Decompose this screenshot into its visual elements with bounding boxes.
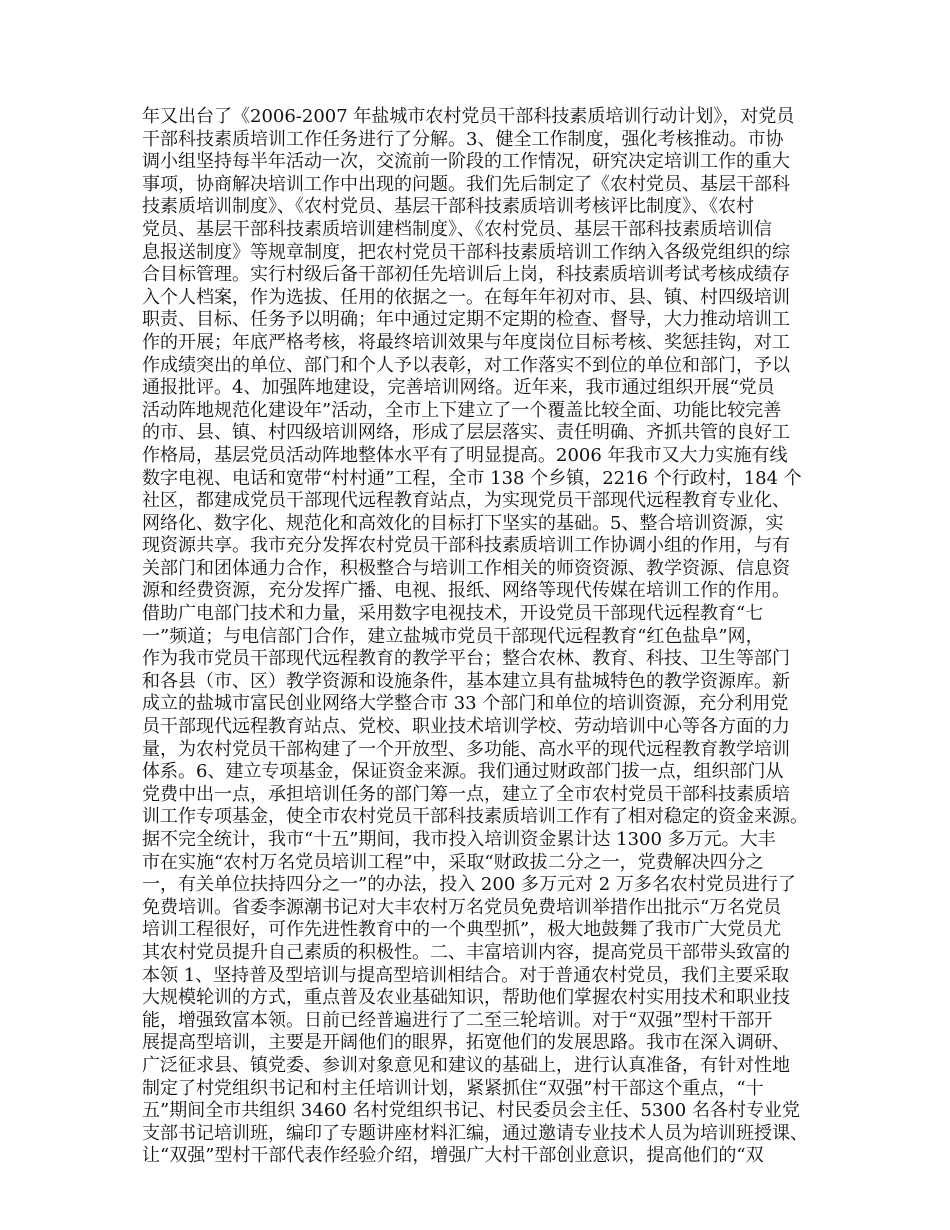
text-line: 支部书记培训班，编印了专题讲座材料汇编，通过邀请专业技术人员为培训班授课、 [142,1122,808,1144]
text-line: 事项，协商解决培训工作中出现的问题。我们先后制定了《农村党员、基层干部科 [142,173,790,195]
text-line: 活动阵地规范化建设年”活动，全市上下建立了一个覆盖比较全面、功能比较完善 [142,399,782,421]
text-line: 借助广电部门技术和力量，采用数字电视技术，开设党员干部现代远程教育“七 [142,603,764,625]
text-line: 能，增强致富本领。日前已经普遍进行了二至三轮培训。对于“双强”型村干部开 [142,1009,773,1031]
text-line: 广泛征求县、镇党委、参训对象意见和建议的基础上，进行认真准备，有针对性地 [142,1054,790,1076]
text-line: 关部门和团体通力合作，积极整合与培训工作相关的师资资源、教学资源、信息资 [142,557,790,579]
text-line: 的市、县、镇、村四级培训网络，形成了层层落实、责任明确、齐抓共管的良好工 [142,422,790,444]
text-line: 五”期间全市共组织 3460 名村党组织书记、村民委员会主任、5300 名各村专业党 [142,1100,800,1122]
text-line: 制定了村党组织书记和村主任培训计划，紧紧抓住“双强”村干部这个重点，“十 [142,1077,764,1099]
text-line: 作的开展；年底严格考核，将最终培训效果与年度岗位目标考核、奖惩挂钩，对工 [142,331,790,353]
text-line: 和各县（市、区）教学资源和设施条件，基本建立具有盐城特色的教学资源库。新 [142,670,790,692]
text-line: 作格局，基层党员活动阵地整体水平有了明显提高。2006 年我市又大力实施有线 [142,444,788,466]
text-line: 员干部现代远程教育站点、党校、职业技术培训学校、劳动培训中心等各方面的力 [142,716,790,738]
text-line: 市在实施“农村万名党员培训工程”中，采取“财政拔二分之一，党费解决四分之 [142,851,764,873]
text-line: 技素质培训制度》、《农村党员、基层干部科技素质培训考核评比制度》、《农村 [142,196,754,218]
text-line: 其农村党员提升自己素质的积极性。二、丰富培训内容，提高党员干部带头致富的 [142,941,790,963]
text-line: 一，有关单位扶持四分之一”的办法，投入 200 多万元对 2 万多名农村党员进行了 [142,874,796,896]
text-line: 现资源共享。我市充分发挥农村党员干部科技素质培训工作协调小组的作用，与有 [142,535,790,557]
text-line: 年又出台了《2006-2007 年盐城市农村党员干部科技素质培训行动计划》，对党员 [142,106,795,127]
text-line: 免费培训。省委李源潮书记对大丰农村万名党员免费培训举措作出批示“万名党员 [142,896,782,918]
text-line: 合目标管理。实行村级后备干部初任先培训后上岗，科技素质培训考试考核成绩存 [142,264,790,286]
text-line: 让“双强”型村干部代表作经验介绍，增强广大村干部创业意识，提高他们的“双 [142,1145,764,1167]
body-text [142,106,842,1168]
text-line: 训工作专项基金，使全市农村党员干部科技素质培训工作有了相对稳定的资金来源。 [142,806,808,828]
text-line: 一”频道；与电信部门合作，建立盐城市党员干部现代远程教育“红色盐阜”网， [142,625,764,647]
text-line: 培训工程很好，可作先进性教育中的一个典型抓”，极大地鼓舞了我市广大党员尤 [142,919,782,941]
text-line: 息报送制度》等规章制度，把农村党员干部科技素质培训工作纳入各级党组织的综 [142,241,790,263]
text-line: 成立的盐城市富民创业网络大学整合市 33 个部门和单位的培训资源，充分利用党 [142,693,789,715]
text-line: 本领 1、坚持普及型培训与提高型培训相结合。对于普通农村党员，我们主要采取 [142,964,790,986]
text-line: 职责、目标、任务予以明确；年中通过定期不定期的检查、督导，大力推动培训工 [142,309,790,331]
text-line: 作成绩突出的单位、部门和个人予以表彰，对工作落实不到位的单位和部门，予以 [142,354,790,376]
text-line: 体系。6、建立专项基金，保证资金来源。我们通过财政部门拔一点，组织部门从 [142,761,784,783]
text-line: 党费中出一点，承担培训任务的部门筹一点，建立了全市农村党员干部科技素质培 [142,783,790,805]
text-line: 社区，都建成党员干部现代远程教育站点，为实现党员干部现代远程教育专业化、 [142,490,790,512]
text-line: 数字电视、电话和宽带“村村通”工程，全市 138 个乡镇，2216 个行政村，184 个 [142,467,802,489]
text-line: 作为我市党员干部现代远程教育的教学平台；整合农林、教育、科技、卫生等部门 [142,648,790,670]
text-line: 入个人档案，作为选拔、任用的依据之一。在每年年初对市、县、镇、村四级培训 [142,286,790,308]
text-line: 调小组坚持每半年活动一次，交流前一阶段的工作情况，研究决定培训工作的重大 [142,151,790,173]
text-line: 源和经费资源，充分发挥广播、电视、报纸、网络等现代传媒在培训工作的作用。 [142,580,790,602]
text-line: 展提高型培训，主要是开阔他们的眼界，拓宽他们的发展思路。我市在深入调研、 [142,1032,790,1054]
text-line: 干部科技素质培训工作任务进行了分解。3、健全工作制度，强化考核推动。市协 [142,128,784,150]
text-line: 通报批评。4、加强阵地建设，完善培训网络。近年来，我市通过组织开展“党员 [142,377,775,399]
text-line: 大规模轮训的方式，重点普及农业基础知识，帮助他们掌握农村实用技术和职业技 [142,987,790,1009]
text-line: 网络化、数字化、规范化和高效化的目标打下坚实的基础。5、整合培训资源，实 [142,512,784,534]
text-line: 量，为农村党员干部构建了一个开放型、多功能、高水平的现代远程教育教学培训 [142,738,790,760]
text-line: 党员、基层干部科技素质培训建档制度》、《农村党员、基层干部科技素质培训信 [142,218,772,240]
text-line: 据不完全统计，我市“十五”期间，我市投入培训资金累计达 1300 多万元。大丰 [142,829,776,850]
